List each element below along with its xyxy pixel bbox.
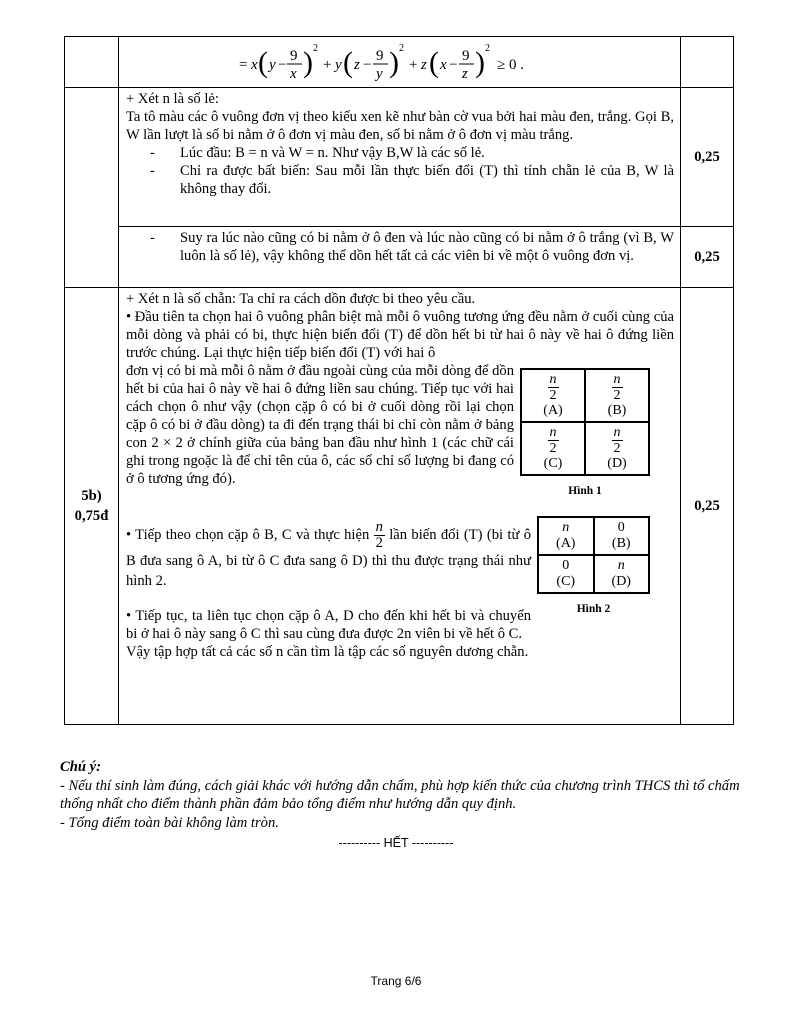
formula-x1: x (251, 57, 258, 73)
figure-1-caption: Hình 1 (568, 485, 602, 497)
formula-nine1: 9 (290, 48, 298, 64)
score-odd-1: 0,25 (681, 88, 734, 227)
odd-row-1 (65, 88, 734, 227)
formula-y2: y (335, 57, 342, 73)
odd-coloring: Ta tô màu các ô vuông đơn vị theo kiểu xen kẽ như bàn cờ vua bởi hai màu đen, trắng. Gọi B, W lần lượt là số bi nằm ở ô đơn vị màu đen, số bi nằm ở ô đơn vị màu trắng. (126, 109, 674, 143)
fig1-cell-c (521, 422, 585, 475)
formula-z1: z (354, 57, 360, 73)
fig1-cell-a (521, 369, 585, 422)
dash-marker: - (150, 145, 155, 161)
formula-x3: x (440, 57, 447, 73)
formula-y3: y (376, 66, 383, 82)
cell-name: (B) (611, 536, 631, 551)
fig2-cell-b (594, 517, 650, 555)
formula-nine2: 9 (376, 48, 384, 64)
score-even: 0,25 (681, 288, 734, 725)
even-step3: • Tiếp tục, ta liên tục chọn cặp ô A, D cho đến khi hết bi và chuyển bi ở hai ô này sang ô C thì sau cùng đưa được 2n viên bi về hết ô C. (126, 608, 531, 642)
odd-row-2 (65, 227, 734, 288)
figure-2-caption: Hình 2 (576, 603, 611, 615)
label-cell-blank (65, 88, 119, 288)
paren-open-3: ( (429, 46, 439, 79)
cell-value: 0 (562, 558, 570, 573)
dash-marker: - (150, 163, 155, 179)
paren-open-2: ( (343, 46, 353, 79)
cell-name: (A) (543, 403, 563, 418)
fig2-cell-a (538, 517, 594, 555)
end-marker: ---------- HẾT ---------- (338, 836, 454, 850)
step2-post: lần biến đổi (T) (bi từ ô B đưa sang ô A, bi từ ô C đưa sang ô D) thì thu được trạng thái như hình 2. (126, 526, 531, 589)
note-title: Chú ý: (60, 759, 101, 775)
even-intro: + Xét n là số chẵn: Ta chỉ ra cách dồn được bi theo yêu cầu. (126, 291, 476, 307)
paren-close-1: ) (303, 46, 313, 79)
fraction: $\frac{n}{2}$ (613, 425, 621, 456)
odd-conclusion-cell (119, 227, 681, 288)
cell-name: (B) (607, 403, 627, 418)
cell-name: (A) (556, 536, 576, 551)
cell-name: (D) (611, 574, 631, 589)
page-number: Trang 6/6 (370, 974, 422, 988)
formula-row (65, 37, 734, 88)
formula-minus1: − (278, 57, 287, 73)
score-cell-empty (681, 37, 734, 88)
odd-intro: + Xét n là số lẻ: (126, 91, 219, 107)
formula-z3: z (462, 66, 468, 82)
formula-minus2: − (363, 57, 372, 73)
formula-exp2: 2 (399, 43, 404, 54)
paren-close-3: ) (475, 46, 485, 79)
label-cell-empty (65, 37, 119, 88)
even-case-cell (119, 288, 681, 725)
formula-z2: z (421, 57, 427, 73)
formula-exp3: 2 (485, 43, 490, 54)
question-label-5b (65, 288, 119, 725)
odd-bullet-2 (150, 162, 674, 198)
even-step1-a: • Đầu tiên ta chọn hai ô vuông phân biệt mà mỗi ô vuông tương ứng đều nằm ở cuối cùng của mỗi dòng và phải có bi, thực hiện biến đổi (T) để dồn hết bi từ hai ô này về hai ô đứng liền trước chúng. Lại thực hiện tiếp biến đổi (T) với hai ô (126, 309, 674, 361)
cell-value: n (617, 558, 625, 573)
question-points: 0,75đ (74, 508, 109, 524)
formula-exp1: 2 (313, 43, 318, 54)
inequality-formula (235, 39, 565, 85)
note-line-1: - Nếu thí sinh làm đúng, cách giải khác với hướng dẫn chấm, phù hợp kiến thức của chương trình THCS thì tổ chấm thống nhất cho điểm thành phần đảm bảo tổng điểm như hướng dẫn quy định. (60, 777, 740, 812)
fig2-cell-d (594, 555, 650, 593)
fig1-cell-b (585, 369, 649, 422)
figure-1-grid (520, 368, 650, 476)
fraction: $\frac{n}{2}$ (549, 372, 557, 403)
figure-2 (537, 516, 650, 618)
formula-x2: x (290, 66, 297, 82)
even-step1-b: đơn vị có bi mà mỗi ô nằm ở đầu ngoài cùng của mỗi dòng để dồn hết bi của hai ô này về hai ô đứng liền sau chúng. Tiếp tục với hai cách chọn ô như vậy (chọn cặp ô có bi ở cuối dòng rồi lại chọn cặp ô có bi ở đầu dòng) ta đi đến trạng thái bi chỉ còn nằm ở bảng con 2 × 2 ở chính giữa của bảng ban đầu như hình 1 (các chữ cái ghi trong ngoặc là để chỉ tên của ô, các số chỉ số lượng bi đang có ở ô tương ứng đó). (126, 363, 514, 487)
grading-table (64, 36, 734, 725)
note-line-2: - Tổng điểm toàn bài không làm tròn. (60, 814, 279, 831)
formula-y1: y (269, 57, 276, 73)
formula-cell (119, 37, 681, 88)
paren-open-1: ( (258, 46, 268, 79)
dash-marker: - (150, 230, 155, 246)
cell-name: (D) (607, 456, 627, 471)
paren-close-2: ) (389, 46, 399, 79)
question-number: 5b) (81, 488, 102, 504)
odd-conclusion: Suy ra lúc nào cũng có bi nằm ở ô đen và lúc nào cũng có bi nằm ở ô trắng (vì B, W luôn là số lẻ), vậy không thể dồn hết tất cả các viên bi về một ô vuông đơn vị. (180, 230, 674, 264)
formula-eq: = (239, 57, 248, 73)
cell-value: n (562, 520, 570, 535)
fraction-n-over-2: $\frac{n}{2}$ (375, 519, 383, 551)
odd-bullet-1 (150, 144, 674, 162)
odd-bullet-3 (150, 229, 674, 265)
step2-pre: • Tiếp theo chọn cặp ô B, C và thực hiện (126, 526, 370, 543)
formula-minus3: − (449, 57, 458, 73)
cell-name: (C) (556, 574, 576, 589)
figure-1 (520, 368, 650, 500)
fig2-cell-c (538, 555, 594, 593)
score-odd-2: 0,25 (681, 227, 734, 288)
cell-name: (C) (543, 456, 563, 471)
cell-value: 0 (617, 520, 625, 535)
fraction: $\frac{n}{2}$ (549, 425, 557, 456)
formula-geq: ≥ 0 . (497, 57, 524, 73)
note-section (60, 758, 740, 832)
formula-plus2: + (409, 57, 418, 73)
formula-nine3: 9 (462, 48, 470, 64)
odd-case-cell (119, 88, 681, 227)
figure-2-grid (537, 516, 650, 594)
fraction: $\frac{n}{2}$ (613, 372, 621, 403)
formula-plus1: + (323, 57, 332, 73)
even-row (65, 288, 734, 725)
fig1-cell-d (585, 422, 649, 475)
odd-invariant: Chỉ ra được bất biến: Sau mỗi lần thực biến đổi (T) thì tính chẵn lẻ của B, W là không thay đổi. (180, 163, 674, 197)
odd-initial: Lúc đầu: B = n và W = n. Như vậy B,W là các số lẻ. (180, 145, 485, 161)
even-conclusion: Vậy tập hợp tất cả các số n cần tìm là tập các số nguyên dương chẵn. (126, 644, 529, 660)
